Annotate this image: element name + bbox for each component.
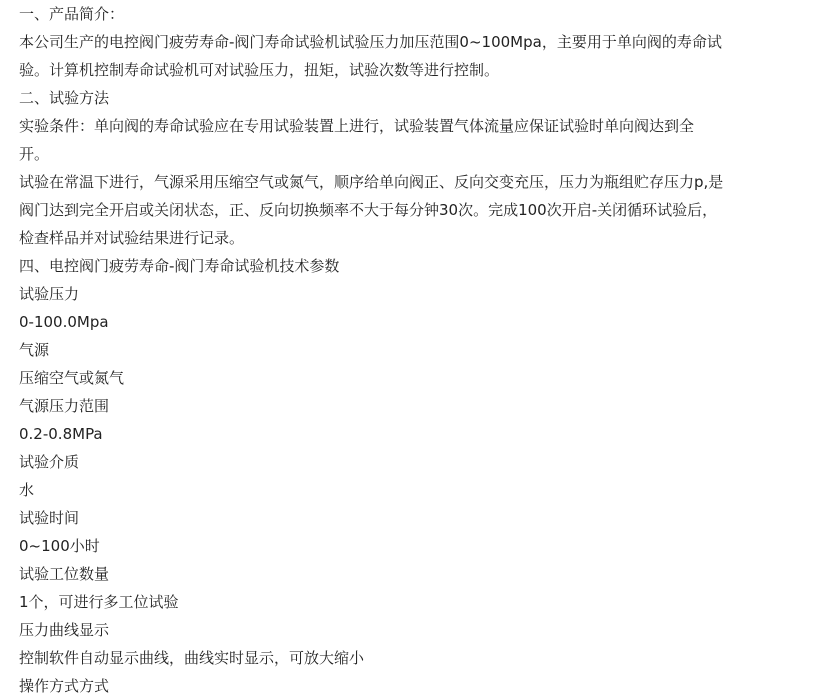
- test-method-heading: 二、试验方法: [19, 89, 110, 107]
- param-value-test-medium: 水: [19, 481, 35, 499]
- param-value-pressure-curve: 控制软件自动显示曲线，曲线实时显示，可放大缩小: [19, 649, 365, 667]
- param-label-test-pressure: 试验压力: [19, 285, 80, 303]
- test-procedure-line-2: 阀门达到完全开启或关闭状态，正、反向切换频率不大于每分钟30次。完成100次开启-关闭循环试验后，: [19, 201, 718, 219]
- document-body: [19, 0, 809, 700]
- param-value-test-pressure: 0-100.0Mpa: [19, 313, 109, 331]
- param-value-station-count: 1个，可进行多工位试验: [19, 593, 179, 611]
- param-label-pressure-curve: 压力曲线显示: [19, 621, 110, 639]
- param-label-test-time: 试验时间: [19, 509, 80, 527]
- product-intro-line-1: 本公司生产的电控阀门疲劳寿命-阀门寿命试验机试验压力加压范围0~100Mpa，主要用于单向阀的寿命试: [19, 33, 722, 51]
- tech-params-heading: 四、电控阀门疲劳寿命-阀门寿命试验机技术参数: [19, 257, 340, 275]
- param-value-gas-pressure-range: 0.2-0.8MPa: [19, 425, 103, 443]
- test-conditions-line-1: 实验条件：单向阀的寿命试验应在专用试验装置上进行，试验装置气体流量应保证试验时单向阀达到全: [19, 117, 695, 135]
- param-label-gas-source: 气源: [19, 341, 50, 359]
- param-label-test-medium: 试验介质: [19, 453, 80, 471]
- param-value-gas-source: 压缩空气或氮气: [19, 369, 125, 387]
- test-procedure-line-1: 试验在常温下进行，气源采用压缩空气或氮气，顺序给单向阀正、反向交变充压，压力为瓶组贮存压力p,是: [19, 173, 724, 191]
- param-label-gas-pressure-range: 气源压力范围: [19, 397, 110, 415]
- param-label-operation-mode: 操作方式方式: [19, 677, 110, 695]
- param-value-test-time: 0~100小时: [19, 537, 100, 555]
- test-procedure-line-3: 检查样品并对试验结果进行记录。: [19, 229, 245, 247]
- product-intro-line-2: 验。计算机控制寿命试验机可对试验压力，扭矩，试验次数等进行控制。: [19, 61, 500, 79]
- product-intro-heading: 一、产品简介：: [19, 5, 125, 23]
- param-label-station-count: 试验工位数量: [19, 565, 110, 583]
- test-conditions-line-2: 开。: [19, 145, 50, 163]
